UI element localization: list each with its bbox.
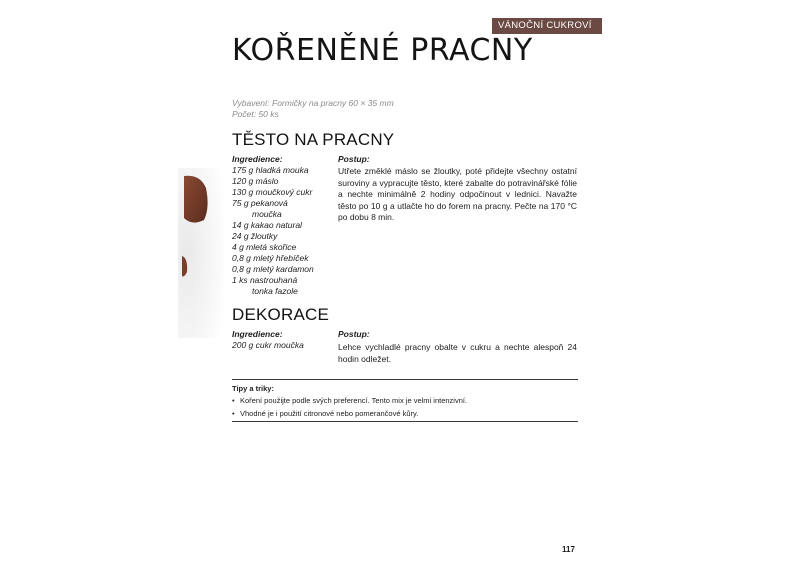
ingredient-item <box>232 253 332 264</box>
tip-item <box>232 394 578 407</box>
dough-section-title: TĚSTO NA PRACNY <box>232 130 395 149</box>
decoration-section-title: DEKORACE <box>232 305 330 324</box>
decoration-ingredients-label: Ingredience: <box>232 329 283 339</box>
ingredient-item <box>232 242 332 253</box>
tips-title: Tipy a triky: <box>232 384 274 393</box>
ingredient-text: 0,8 g mletý kardamon <box>232 264 314 274</box>
category-tag: VÁNOČNÍ CUKROVÍ <box>492 18 602 34</box>
decoration-procedure: Lehce vychladlé pracny obalte v cukru a nechte alespoň 24 hodin odležet. <box>338 342 577 364</box>
page-number: 117 <box>562 545 575 554</box>
gingerbread-photo <box>178 168 224 338</box>
ingredient-text: 120 g máslo <box>232 176 279 186</box>
tips-top-divider <box>232 379 578 380</box>
count-text: Počet: 50 ks <box>232 109 279 119</box>
ingredient-text: 14 g kakao natural <box>232 220 302 230</box>
ingredient-text: 1 ks nastrouhaná <box>232 275 298 285</box>
ingredient-text: 200 g cukr moučka <box>232 340 304 350</box>
ingredient-text-continued: moučka <box>252 209 282 219</box>
dough-ingredients-label: Ingredience: <box>232 154 283 164</box>
tip-item <box>232 407 578 420</box>
bullet-icon: • <box>232 396 235 405</box>
decoration-procedure-label: Postup: <box>338 329 370 339</box>
ingredient-item <box>232 340 332 351</box>
tips-bottom-divider <box>232 421 578 422</box>
tip-text: Vhodné je i použití citronové nebo pomerančové kůry. <box>240 409 419 418</box>
dough-procedure: Utřete změklé máslo se žloutky, poté přidejte všechny ostatní suroviny a vypracujte těsto, které zabalte do potravinářské fólie a nechte minimálně 2 hodiny odpočinout v lednici. Navažte těsto po 10 g a utlačte ho do forem na pracny. Pečte na 170 °C po dobu 8 min. <box>338 166 577 222</box>
recipe-meta <box>232 98 394 120</box>
ingredient-item <box>232 176 332 187</box>
ingredient-text: 175 g hladká mouka <box>232 165 309 175</box>
dough-procedure-label: Postup: <box>338 154 370 164</box>
ingredient-item <box>232 187 332 198</box>
tips-list <box>232 394 578 420</box>
decoration-ingredients-list <box>232 340 332 351</box>
ingredient-text: 4 g mletá skořice <box>232 242 297 252</box>
ingredient-item <box>232 264 332 275</box>
ingredient-text: 0,8 g mletý hřebíček <box>232 253 309 263</box>
ingredient-text: 130 g moučkový cukr <box>232 187 313 197</box>
equipment-text: Vybavení: Formičky na pracny 60 × 35 mm <box>232 98 394 108</box>
ingredient-item <box>232 165 332 176</box>
bullet-icon: • <box>232 409 235 418</box>
ingredient-text: 75 g pekanová <box>232 198 288 208</box>
ingredient-item <box>232 198 332 220</box>
ingredient-text: 24 g žloutky <box>232 231 278 241</box>
ingredient-item <box>232 231 332 242</box>
ingredient-item <box>232 220 332 231</box>
dough-ingredients-list <box>232 165 332 297</box>
ingredient-item <box>232 275 332 297</box>
recipe-title: KOŘENĚNÉ PRACNY <box>232 33 533 68</box>
ingredient-text-continued: tonka fazole <box>252 286 298 296</box>
tip-text: Koření použijte podle svých preferencí. Tento mix je velmi intenzivní. <box>240 396 468 405</box>
